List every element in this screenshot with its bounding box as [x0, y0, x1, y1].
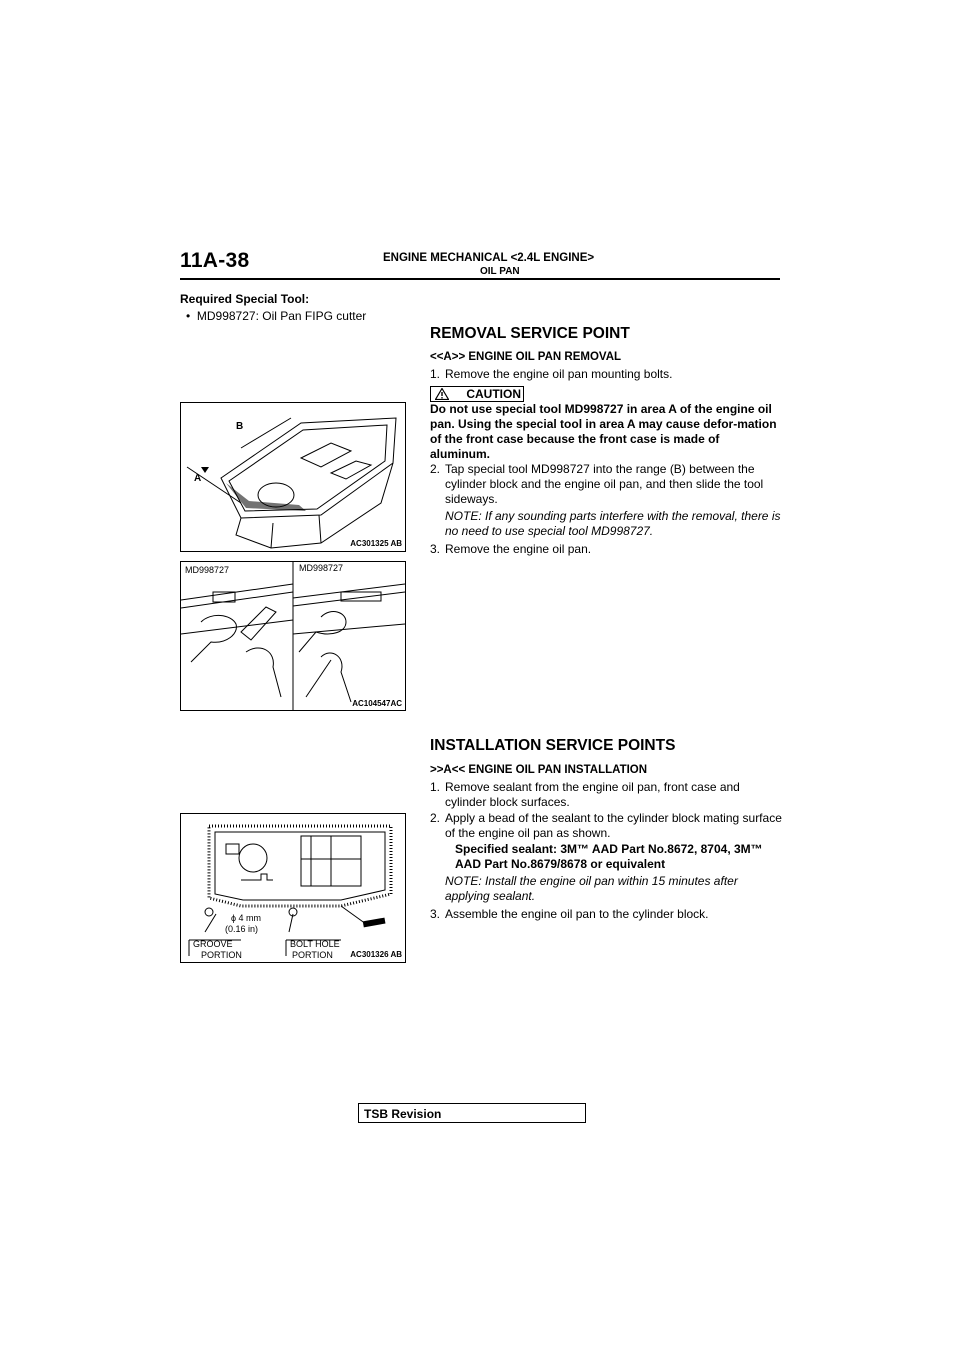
bolt-hole-label-1: BOLT HOLE: [290, 939, 340, 949]
installation-step-3: 3. Assemble the engine oil pan to the cylinder block.: [430, 907, 709, 921]
sealant-bead-figure: [180, 813, 406, 963]
warning-icon: [435, 388, 449, 400]
figure-code: AC301326 AB: [350, 950, 402, 959]
groove-label-1: GROOVE: [193, 939, 233, 949]
specified-sealant: Specified sealant: 3M™ AAD Part No.8672, 8704, 3M™ AAD Part No.8679/8678 or equivalent: [455, 842, 763, 871]
installation-title: INSTALLATION SERVICE POINTS: [430, 737, 676, 754]
cutter-use-figure: [180, 561, 406, 711]
removal-note: NOTE: If any sounding parts interfere with the removal, there is no need to use special tool MD998727.: [445, 509, 781, 538]
removal-step-2: 2. Tap special tool MD998727 into the range (B) between the cylinder block and the engine oil pan, and then slide the tool sideways.: [430, 462, 764, 506]
dimension-inch: (0.16 in): [225, 924, 259, 934]
removal-subtitle: <<A>> ENGINE OIL PAN REMOVAL: [430, 351, 622, 363]
required-tool-heading: Required Special Tool:: [180, 292, 310, 306]
removal-step-1: 1. Remove the engine oil pan mounting bolts.: [430, 367, 673, 381]
tool-label-left: MD998727: [185, 565, 230, 575]
oil-pan-figure: [180, 402, 406, 552]
section-subtitle: OIL PAN: [480, 266, 520, 277]
figure-code: AC104547AC: [352, 699, 402, 708]
installation-step-2: 2. Apply a bead of the sealant to the cylinder block mating surface of the engine oil pan as shown.: [430, 811, 782, 840]
oil-pan-drawing: [181, 403, 405, 551]
page-number: 11A-38: [180, 249, 250, 272]
figure-code: AC301325 AB: [350, 539, 402, 548]
installation-note: NOTE: Install the engine oil pan within 15 minutes after applying sealant.: [445, 874, 738, 903]
dimension-diameter: ϕ 4 mm: [231, 913, 262, 923]
section-title: ENGINE MECHANICAL <2.4L ENGINE>: [383, 252, 595, 264]
label-b: B: [236, 421, 244, 432]
tool-label-right: MD998727: [299, 563, 344, 573]
caution-badge: CAUTION: [430, 386, 524, 402]
installation-subtitle: >>A<< ENGINE OIL PAN INSTALLATION: [430, 764, 648, 776]
header-rule: [180, 278, 780, 280]
removal-title: REMOVAL SERVICE POINT: [430, 325, 630, 342]
bolt-hole-label-2: PORTION: [292, 950, 333, 960]
bullet-icon: •: [186, 309, 191, 323]
removal-step-3: 3. Remove the engine oil pan.: [430, 542, 592, 556]
label-a: A: [194, 473, 202, 484]
tsb-revision-box: TSB Revision: [358, 1103, 586, 1123]
groove-label-2: PORTION: [201, 950, 242, 960]
cutter-use-drawing: [181, 562, 405, 710]
required-tool-item: • MD998727: Oil Pan FIPG cutter: [186, 309, 367, 323]
installation-step-1: 1. Remove sealant from the engine oil pan, front case and cylinder block surfaces.: [430, 780, 740, 809]
caution-text: Do not use special tool MD998727 in area A of the engine oil pan. Using the special tool in area A may cause defor-mation of the front case because the front case is made of aluminum.: [430, 402, 777, 461]
